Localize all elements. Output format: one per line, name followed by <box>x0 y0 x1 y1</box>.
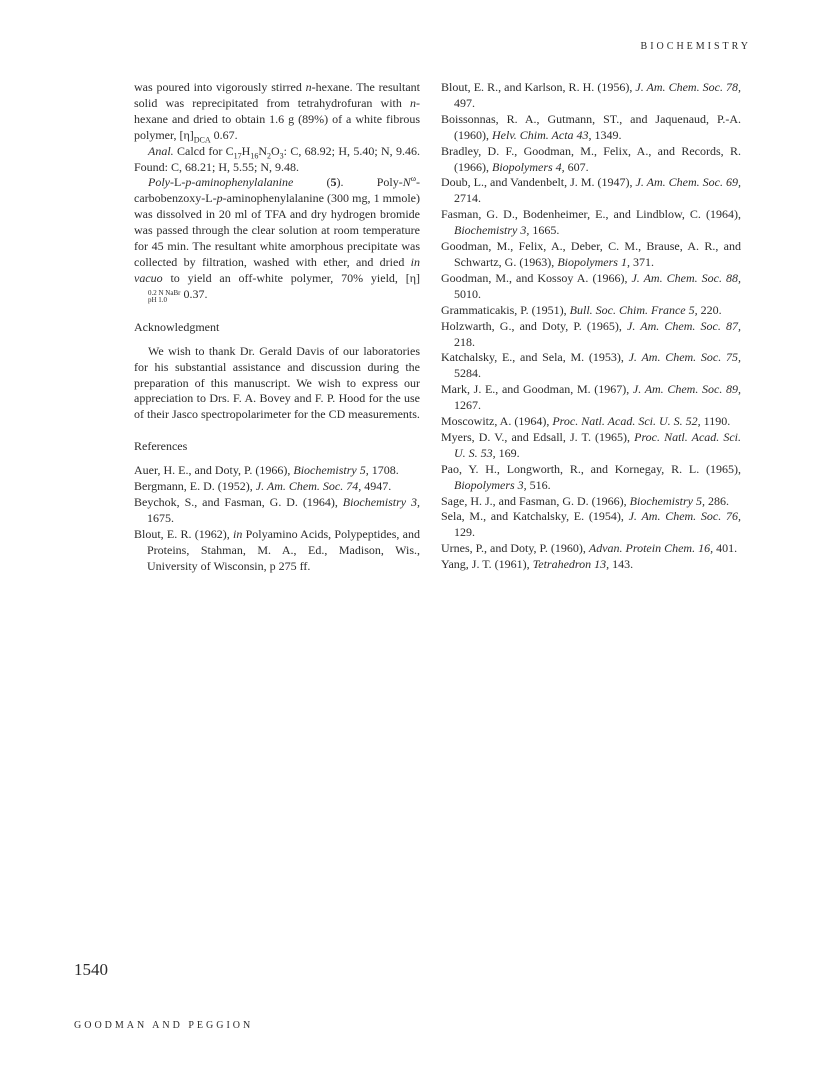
reference-item: Goodman, M., and Kossoy A. (1966), J. Am. Chem. Soc. 88, 5010. <box>441 270 741 301</box>
reference-item: Holzwarth, G., and Doty, P. (1965), J. Am. Chem. Soc. 87, 218. <box>441 318 741 349</box>
footer-authors: GOODMAN AND PEGGION <box>74 1020 254 1031</box>
reference-item: Goodman, M., Felix, A., Deber, C. M., Brause, A. R., and Schwartz, G. (1963), Biopolymers 1, 371. <box>441 239 741 269</box>
viscosity-conditions: 0.2 N NaBr pH 1.0 <box>148 288 181 304</box>
reference-item: Fasman, G. D., Bodenheimer, E., and Lindblow, C. (1964), Biochemistry 3, 1665. <box>441 207 741 238</box>
reference-item: Blout, E. R., and Karlson, R. H. (1956), J. Am. Chem. Soc. 78, 497. <box>441 80 741 110</box>
paragraph-polymer-precipitation: was poured into vigorously stirred n-hexane. The resultant solid was reprecipitated from tetrahydrofuran with n-hexane and dried to obtain 1.6 g (89%) of a white fibrous polymer, $[\eta]_{DCA}$ 0.67. <box>134 80 420 145</box>
acknowledgment-text: We wish to thank Dr. Gerald Davis of our laboratories for his substantial assistance and discussion during the preparation of this manuscript. We wish to express our appreciation to Drs. F. A. Bovey and F. P. Hood for the use of their Jasco spectropolarimeter for the CD measurements. <box>134 343 420 422</box>
reference-item: Auer, H. E., and Doty, P. (1966), Biochemistry 5, 1708. <box>134 463 399 478</box>
acknowledgment-heading: Acknowledgment <box>134 319 220 334</box>
reference-item: Grammaticakis, P. (1951), Bull. Soc. Chim. France 5, 220. <box>441 302 722 317</box>
reference-item: Moscowitz, A. (1964), Proc. Natl. Acad. Sci. U. S. 52, 1190. <box>441 414 731 429</box>
reference-item: Yang, J. T. (1961), Tetrahedron 13, 143. <box>441 557 634 572</box>
running-head: BIOCHEMISTRY <box>640 41 751 52</box>
reference-item: Bergmann, E. D. (1952), J. Am. Chem. Soc. 74, 4947. <box>134 479 392 494</box>
reference-item: Mark, J. E., and Goodman, M. (1967), J. Am. Chem. Soc. 89, 1267. <box>441 382 741 413</box>
reference-item: Katchalsky, E., and Sela, M. (1953), J. Am. Chem. Soc. 75, 5284. <box>441 350 741 381</box>
page-number: 1540 <box>74 960 108 979</box>
reference-item: Beychok, S., and Fasman, G. D. (1964), Biochemistry 3, 1675. <box>134 494 420 525</box>
reference-item: Myers, D. V., and Edsall, J. T. (1965), Proc. Natl. Acad. Sci. U. S. 53, 169. <box>441 429 742 460</box>
right-column <box>441 80 741 573</box>
reference-item: Sela, M., and Katchalsky, E. (1954), J. Am. Chem. Soc. 76, 129. <box>441 509 741 540</box>
paragraph-poly-aminophenylalanine: Poly-L-p-aminophenylalanine (5). Poly-$N^\omega-carbobenzoxy-L-p$-aminophenylalanine (300 mg, 1 mmole) was dissolved in 20 ml of TFA and dry hydrogen bromide was passed through the clear solution at room temperature for 45 min. The resultant white amorphous precipitate was collected by filtration, washed with ether, and dried in vacuo to yield an off-white polymer, 70% yield, [η] 0.2 N NaBr pH 1.0 0.37. <box>134 174 421 304</box>
reference-item: Pao, Y. H., Longworth, R., and Kornegay, R. L. (1965), Biopolymers 3, 516. <box>441 461 741 492</box>
reference-item: Boissonnas, R. A., Gutmann, ST., and Jaquenaud, P.-A. (1960), Helv. Chim. Acta 43, 1349. <box>441 111 741 142</box>
reference-item: Urnes, P., and Doty, P. (1960), Advan. Protein Chem. 16, 401. <box>441 541 738 556</box>
references-heading: References <box>134 439 188 454</box>
reference-item: Sage, H. J., and Fasman, G. D. (1966), Biochemistry 5, 286. <box>441 493 729 508</box>
reference-item: Bradley, D. F., Goodman, M., Felix, A., and Records, R. (1966), Biopolymers 4, 607. <box>441 143 741 174</box>
left-column <box>134 80 420 574</box>
paragraph-analysis: Anal. Calcd for $C_{17}H_{16}N_2O_3$: C, 68.92; H, 5.40; N, 9.46. Found: C, 68.21; H, 5.55; N, 9.48. <box>134 143 420 174</box>
reference-item: Doub, L., and Vandenbelt, J. M. (1947), J. Am. Chem. Soc. 69, 2714. <box>441 175 741 206</box>
reference-item: Blout, E. R. (1962), in Polyamino Acids, Polypeptides, and Proteins, Stahman, M. A., Ed., Madison, Wis., University of Wisconsin, p 275 ff. <box>134 526 420 573</box>
